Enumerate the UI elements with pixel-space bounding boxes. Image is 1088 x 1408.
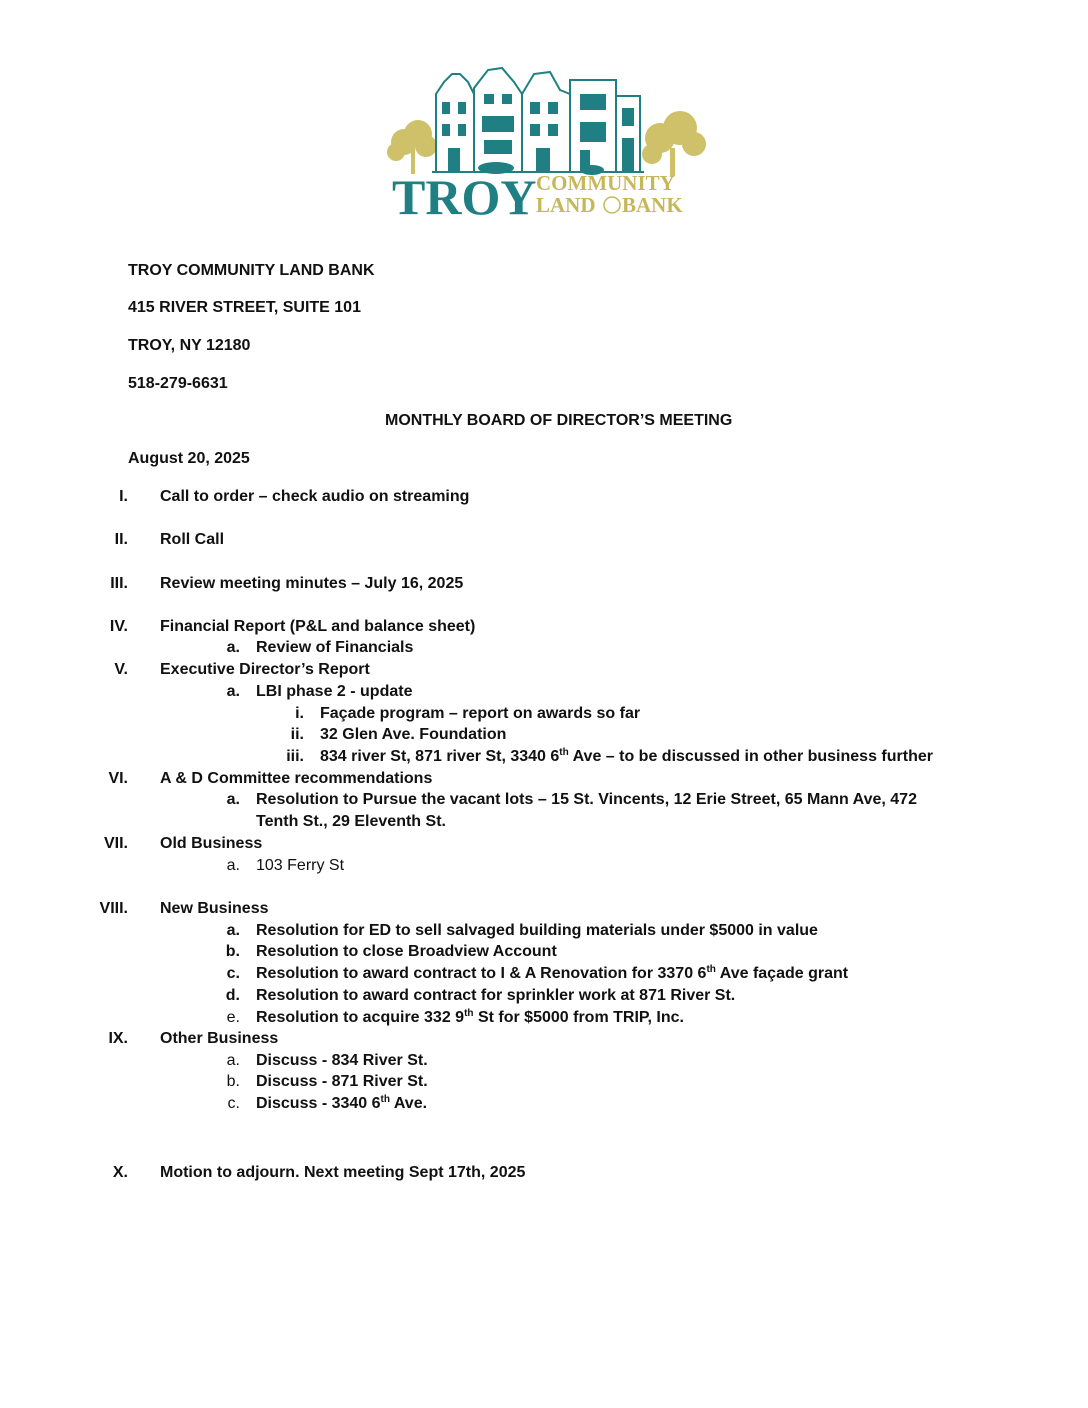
logo-word-troy: TROY bbox=[392, 169, 537, 220]
agenda-subitem-ix-a bbox=[0, 1051, 1088, 1071]
agenda-number: I. bbox=[119, 488, 128, 505]
agenda-subsubitem-v-a-i bbox=[0, 704, 1088, 724]
text-part: Resolution to award contract to I & A Renovation for 3370 6 bbox=[256, 965, 707, 982]
left-tree-icon bbox=[387, 120, 437, 174]
subitem-letter: e. bbox=[226, 1009, 240, 1026]
agenda-item-ii bbox=[0, 530, 1088, 550]
subitem-letter: c. bbox=[226, 965, 240, 982]
agenda-item-iii bbox=[0, 574, 1088, 594]
logo-word-community: COMMUNITY bbox=[536, 171, 675, 195]
agenda-number: X. bbox=[112, 1164, 128, 1181]
agenda-subitem-viii-e bbox=[0, 1008, 1088, 1028]
agenda-item-vii bbox=[0, 834, 1088, 854]
subitem-letter: a. bbox=[226, 683, 240, 700]
agenda-subitem-viii-c bbox=[0, 964, 1088, 984]
ordinal-suffix: th bbox=[706, 964, 716, 975]
subitem-letter: b. bbox=[225, 943, 240, 960]
subitem-text: Resolution to award contract for sprinkler work at 871 River St. bbox=[256, 987, 736, 1004]
agenda-text: Motion to adjourn. Next meeting Sept 17th, 2025 bbox=[160, 1164, 526, 1181]
troy-land-bank-logo bbox=[384, 64, 708, 220]
org-city: TROY, NY 12180 bbox=[128, 337, 251, 354]
agenda-number: IX. bbox=[108, 1030, 128, 1047]
agenda-number: IV. bbox=[109, 618, 128, 635]
subsubitem-numeral: iii. bbox=[286, 748, 304, 765]
ordinal-suffix: th bbox=[464, 1008, 474, 1019]
subitem-letter: b. bbox=[226, 1073, 240, 1090]
agenda-item-v bbox=[0, 660, 1088, 680]
agenda-subsubitem-v-a-iii bbox=[0, 747, 1088, 767]
house-windows-icon bbox=[442, 94, 634, 172]
agenda-number: VI. bbox=[108, 770, 128, 787]
meeting-date: August 20, 2025 bbox=[128, 450, 250, 467]
agenda-subitem-ix-c bbox=[0, 1094, 1088, 1114]
subsubitem-text: 32 Glen Ave. Foundation bbox=[320, 726, 507, 743]
ordinal-suffix: th bbox=[559, 747, 569, 758]
agenda-subitem-ix-b bbox=[0, 1072, 1088, 1092]
agenda-text: Executive Director’s Report bbox=[160, 661, 370, 678]
agenda-text: Review meeting minutes – July 16, 2025 bbox=[160, 575, 464, 592]
logo-seal-icon bbox=[604, 197, 620, 213]
right-tree-icon bbox=[642, 111, 706, 176]
subitem-letter: a. bbox=[226, 639, 240, 656]
agenda-subitem-vii-a bbox=[0, 856, 1088, 876]
org-name: TROY COMMUNITY LAND BANK bbox=[128, 262, 375, 279]
agenda-number: V. bbox=[114, 661, 128, 678]
agenda-subitem-viii-a bbox=[0, 921, 1088, 941]
agenda-text: Financial Report (P&L and balance sheet) bbox=[160, 618, 476, 635]
agenda-item-vi bbox=[0, 769, 1088, 789]
subitem-text bbox=[256, 1094, 427, 1114]
subsubitem-numeral: ii. bbox=[290, 726, 304, 743]
agenda-item-viii bbox=[0, 899, 1088, 919]
agenda-subsubitem-v-a-ii bbox=[0, 725, 1088, 745]
subitem-text bbox=[256, 964, 848, 984]
agenda-item-iv bbox=[0, 617, 1088, 637]
subitem-letter: a. bbox=[226, 791, 240, 808]
agenda-text: Roll Call bbox=[160, 531, 225, 548]
text-part: Ave façade grant bbox=[715, 965, 849, 982]
org-phone: 518-279-6631 bbox=[128, 375, 228, 392]
subitem-letter: d. bbox=[225, 987, 240, 1004]
agenda-text: Other Business bbox=[160, 1030, 279, 1047]
logo-graphic bbox=[384, 64, 708, 220]
text-part: Ave – to be discussed in other business further bbox=[568, 748, 933, 765]
subsubitem-text bbox=[320, 747, 933, 767]
subitem-text: 103 Ferry St bbox=[256, 857, 345, 874]
agenda-subitem-viii-b bbox=[0, 942, 1088, 962]
subitem-letter: a. bbox=[226, 857, 240, 874]
agenda-subitem-viii-d bbox=[0, 986, 1088, 1006]
subitem-letter: a. bbox=[226, 922, 240, 939]
subitem-text: Resolution to Pursue the vacant lots – 15 St. Vincents, 12 Erie Street, 65 Mann Ave, 472 bbox=[256, 791, 917, 808]
agenda-number: III. bbox=[110, 575, 128, 592]
subsubitem-text: Façade program – report on awards so far bbox=[320, 705, 641, 722]
agenda-item-x bbox=[0, 1163, 1088, 1183]
text-part: St for $5000 from TRIP, Inc. bbox=[473, 1009, 684, 1026]
agenda-subitem-vi-a bbox=[0, 790, 1088, 810]
subitem-letter: a. bbox=[226, 1052, 240, 1069]
agenda-subitem-iv-a bbox=[0, 638, 1088, 658]
agenda-number: VII. bbox=[103, 835, 128, 852]
subitem-text: LBI phase 2 - update bbox=[256, 683, 413, 700]
subitem-text bbox=[256, 1008, 684, 1028]
agenda-item-i bbox=[0, 487, 1088, 507]
text-part: 834 river St, 871 river St, 3340 6 bbox=[320, 748, 560, 765]
text-part: Discuss - 3340 6 bbox=[256, 1095, 381, 1112]
subitem-text: Resolution to close Broadview Account bbox=[256, 943, 557, 960]
logo-word-land: LAND bbox=[536, 193, 596, 217]
meeting-title: MONTHLY BOARD OF DIRECTOR’S MEETING bbox=[385, 412, 733, 429]
agenda-text: New Business bbox=[160, 900, 269, 917]
subitem-text: Discuss - 871 River St. bbox=[256, 1073, 428, 1090]
subitem-text: Discuss - 834 River St. bbox=[256, 1052, 428, 1069]
text-part: Resolution to acquire 332 9 bbox=[256, 1009, 465, 1026]
agenda-text: Old Business bbox=[160, 835, 263, 852]
agenda-text: Call to order – check audio on streaming bbox=[160, 488, 470, 505]
subsubitem-numeral: i. bbox=[295, 705, 304, 722]
subitem-text: Resolution for ED to sell salvaged building materials under $5000 in value bbox=[256, 922, 818, 939]
text-part: Ave. bbox=[389, 1095, 428, 1112]
subitem-text: Review of Financials bbox=[256, 639, 414, 656]
subitem-letter: c. bbox=[227, 1095, 240, 1112]
agenda-number: II. bbox=[114, 531, 128, 548]
logo-word-bank: BANK bbox=[622, 193, 683, 217]
agenda-subitem-vi-a-continued bbox=[0, 812, 1088, 832]
agenda-item-ix bbox=[0, 1029, 1088, 1049]
org-street: 415 RIVER STREET, SUITE 101 bbox=[128, 299, 361, 316]
subitem-text-continued: Tenth St., 29 Eleventh St. bbox=[256, 813, 446, 830]
agenda-subitem-v-a bbox=[0, 682, 1088, 702]
ordinal-suffix: th bbox=[380, 1094, 390, 1105]
agenda-number: VIII. bbox=[99, 900, 128, 917]
agenda-text: A & D Committee recommendations bbox=[160, 770, 433, 787]
